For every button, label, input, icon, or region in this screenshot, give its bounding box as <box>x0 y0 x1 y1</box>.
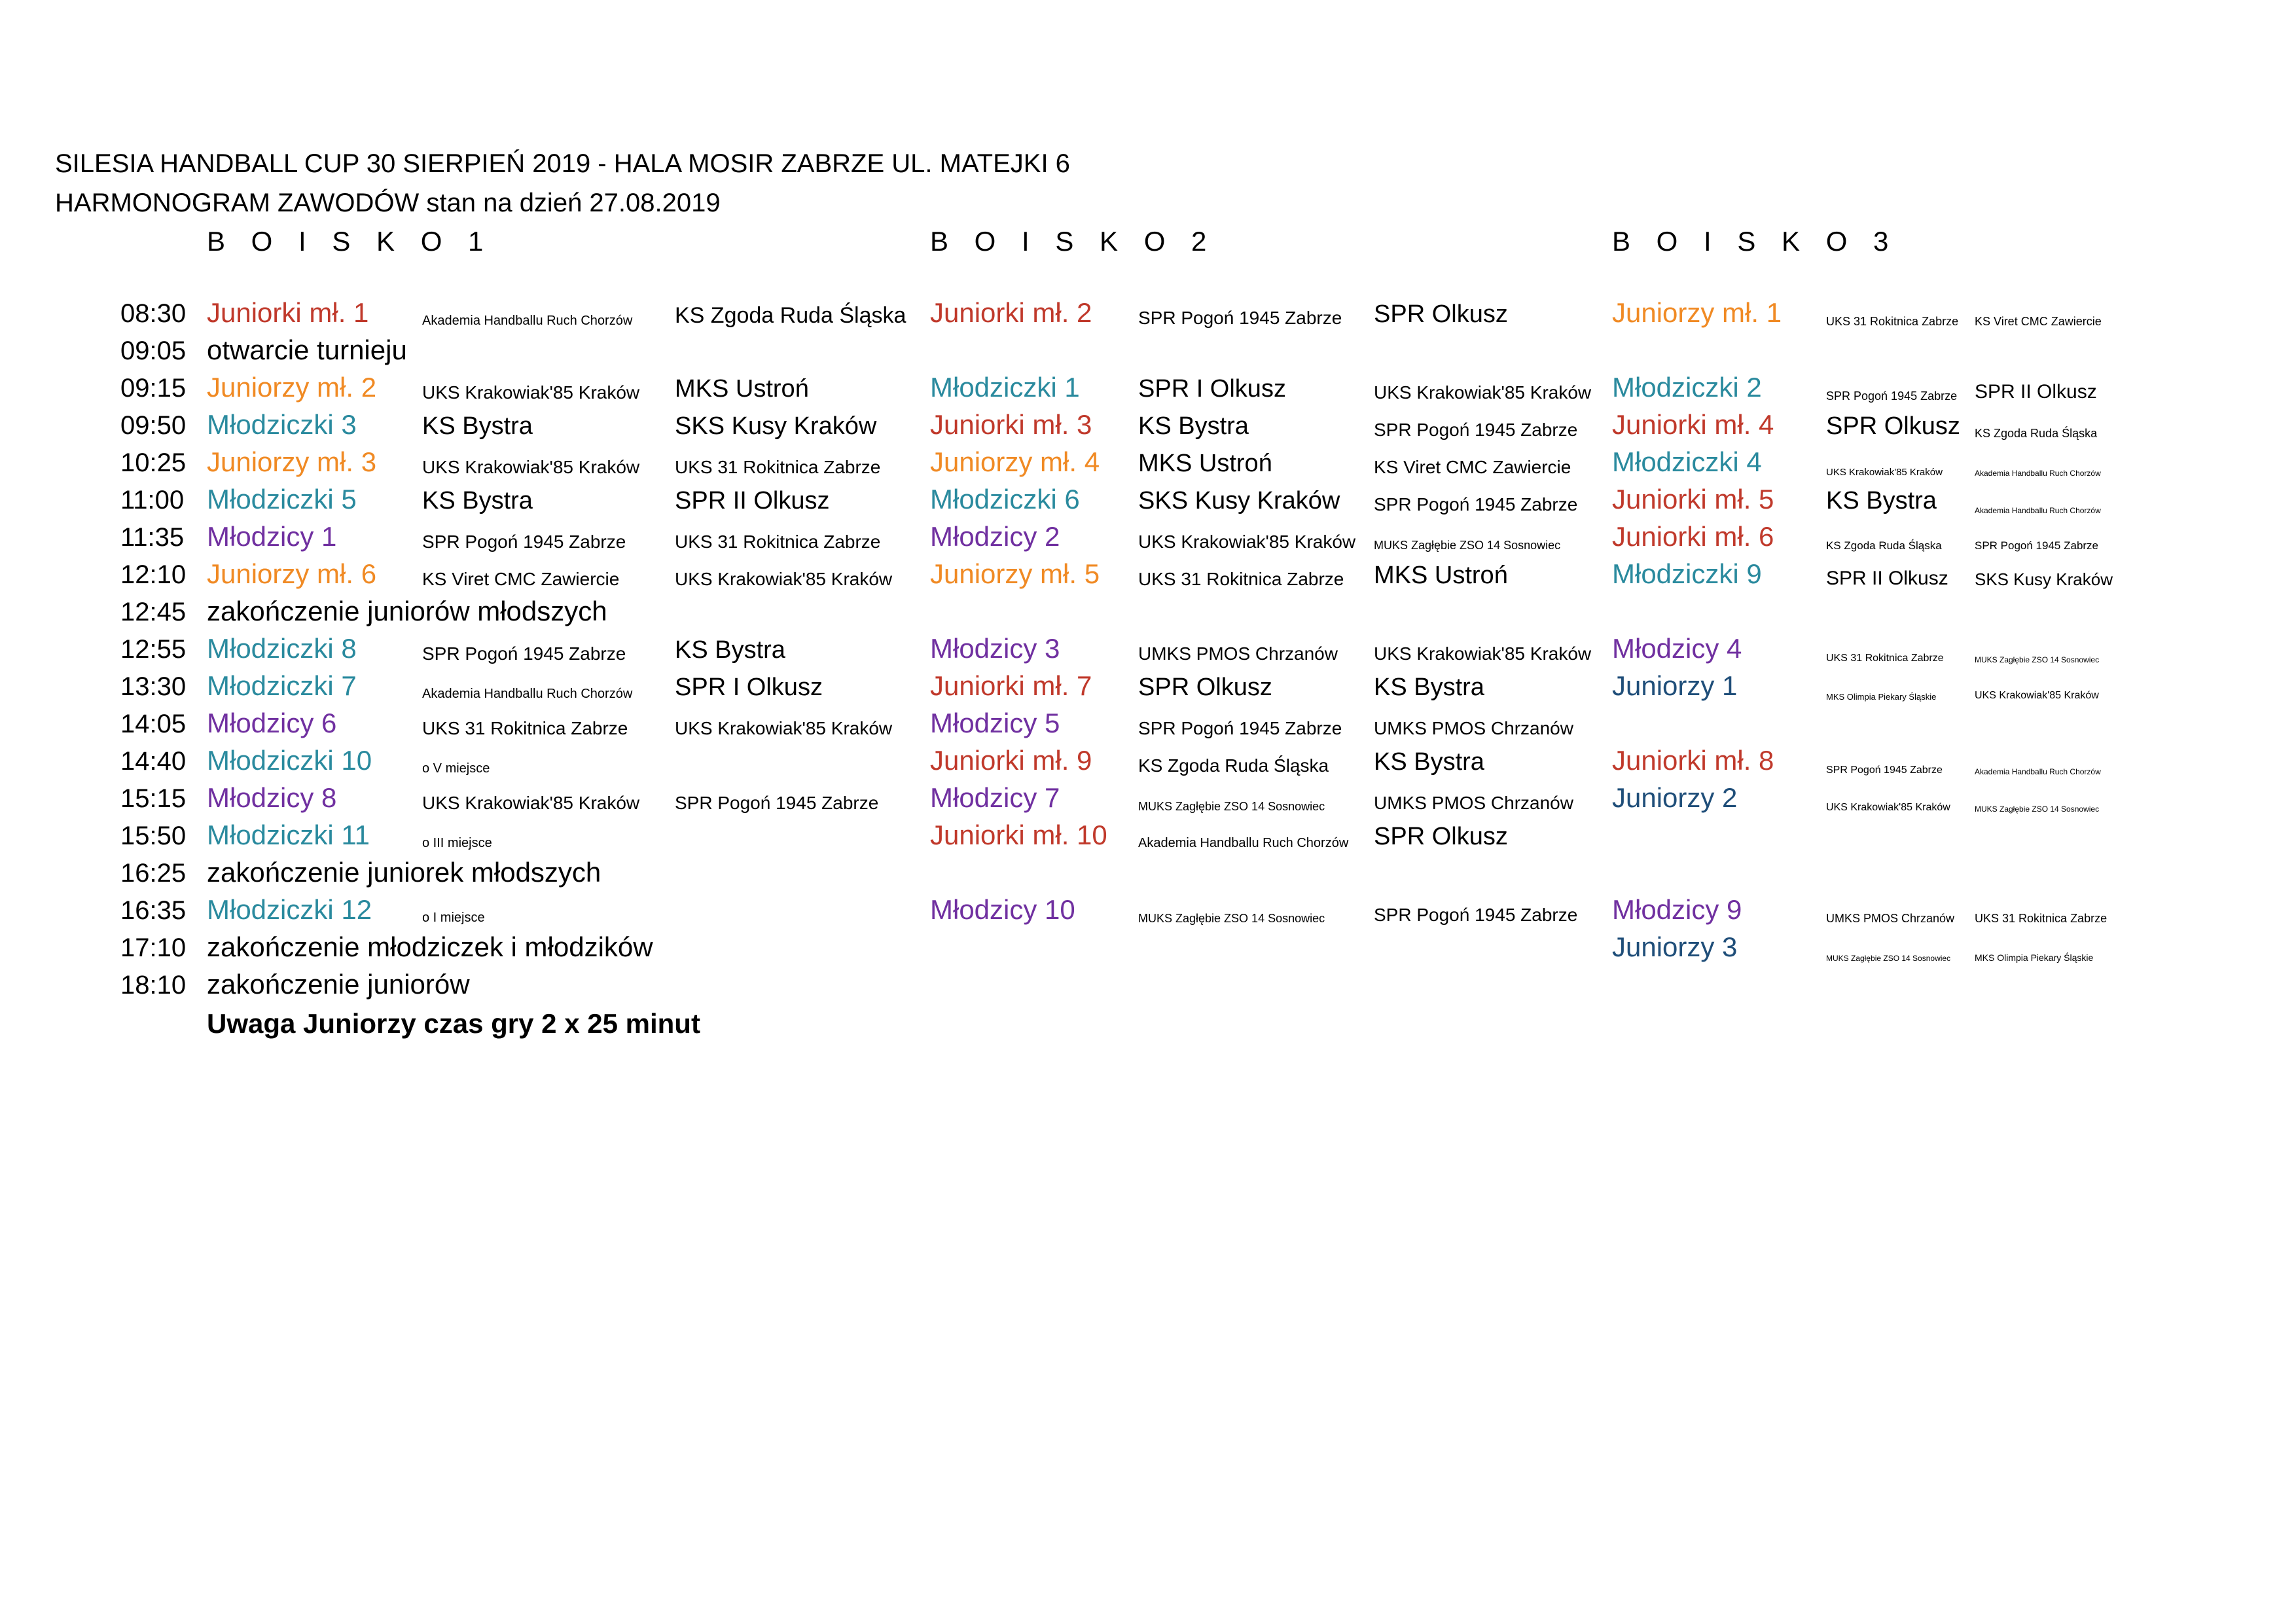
team-home: SPR Olkusz <box>1826 412 1960 440</box>
team-away: KS Bystra <box>1374 674 1484 701</box>
field-3-header: B O I S K O 3 <box>1612 226 1898 257</box>
team-home: Akademia Handballu Ruch Chorzów <box>422 314 633 328</box>
team-home: KS Viret CMC Zawiercie <box>422 569 620 589</box>
team-away: UKS Krakowiak'85 Kraków <box>675 718 893 738</box>
team-away: SPR I Olkusz <box>675 674 823 701</box>
team-home: SPR Pogoń 1945 Zabrze <box>1138 308 1342 328</box>
time-cell: 10:25 <box>120 448 187 477</box>
schedule-row <box>0 932 2296 969</box>
team-away: UMKS PMOS Chrzanów <box>1374 718 1573 738</box>
team-away: UKS 31 Rokitnica Zabrze <box>1975 912 2108 925</box>
team-home: KS Bystra <box>1138 412 1249 440</box>
team-home: UKS Krakowiak'85 Kraków <box>1826 802 1950 813</box>
team-away: KS Zgoda Ruda Śląska <box>1975 427 2098 440</box>
team-away: KS Bystra <box>1374 748 1484 776</box>
category-label: Młodzicy 5 <box>930 708 1060 738</box>
category-label: Juniorzy 3 <box>1612 931 1738 962</box>
category-label: Młodziczki 1 <box>930 372 1080 403</box>
team-home: SPR Olkusz <box>1138 674 1272 701</box>
time-cell: 11:00 <box>120 486 185 514</box>
schedule-row <box>0 372 2296 410</box>
team-home: UKS 31 Rokitnica Zabrze <box>1826 315 1959 328</box>
team-home: MUKS Zagłębie ZSO 14 Sosnowiec <box>1138 912 1325 925</box>
category-label: Juniorki mł. 6 <box>1612 521 1774 552</box>
schedule-row <box>0 634 2296 671</box>
time-cell: 08:30 <box>120 299 187 328</box>
team-home: MKS Olimpia Piekary Śląskie <box>1826 692 1937 702</box>
schedule-row <box>0 447 2296 484</box>
time-cell: 09:15 <box>120 374 187 403</box>
schedule-row <box>0 671 2296 708</box>
event-label: zakończenie młodziczek i młodzików <box>207 931 653 962</box>
team-away: SPR Pogoń 1945 Zabrze <box>1374 494 1578 514</box>
category-label: Juniorki mł. 7 <box>930 670 1092 701</box>
team-home: SPR II Olkusz <box>1826 568 1948 589</box>
event-label: zakończenie juniorów młodszych <box>207 596 607 626</box>
category-label: Młodzicy 6 <box>207 708 337 738</box>
category-label: Młodzicy 7 <box>930 782 1060 813</box>
warning-note: Uwaga Juniorzy czas gry 2 x 25 minut <box>207 1008 700 1039</box>
document-title: SILESIA HANDBALL CUP 30 SIERPIEŃ 2019 - HALA MOSIR ZABRZE UL. MATEJKI 6 <box>55 149 1070 178</box>
team-away: SPR Pogoń 1945 Zabrze <box>1374 905 1578 925</box>
field-1-header: B O I S K O 1 <box>207 226 493 257</box>
category-label: Młodzicy 8 <box>207 782 337 813</box>
time-cell: 18:10 <box>120 971 187 1000</box>
team-away: UKS Krakowiak'85 Kraków <box>675 569 893 589</box>
category-label: Młodziczki 11 <box>207 820 370 850</box>
team-home: SPR Pogoń 1945 Zabrze <box>422 532 626 552</box>
match-note: o III miejsce <box>422 836 492 850</box>
team-home: UKS Krakowiak'85 Kraków <box>1138 532 1356 552</box>
team-home: SPR Pogoń 1945 Zabrze <box>422 643 626 664</box>
schedule-row <box>0 410 2296 447</box>
category-label: Młodziczki 7 <box>207 670 357 701</box>
category-label: Juniorzy mł. 2 <box>207 372 377 403</box>
schedule-row <box>0 596 2296 634</box>
category-label: Młodziczki 3 <box>207 409 357 440</box>
category-label: Juniorzy 1 <box>1612 670 1738 701</box>
category-label: Juniorzy mł. 6 <box>207 558 377 589</box>
team-home: KS Bystra <box>1826 487 1937 514</box>
category-label: Juniorzy mł. 3 <box>207 446 377 477</box>
time-cell: 15:50 <box>120 821 187 850</box>
team-away: Akademia Handballu Ruch Chorzów <box>1975 767 2101 776</box>
team-away: Akademia Handballu Ruch Chorzów <box>1975 506 2101 515</box>
team-home: KS Zgoda Ruda Śląska <box>1138 755 1329 776</box>
team-away: KS Zgoda Ruda Śląska <box>675 303 906 328</box>
schedule-row <box>0 298 2296 335</box>
category-label: Młodzicy 3 <box>930 633 1060 664</box>
match-note: o I miejsce <box>422 911 485 925</box>
category-label: Juniorzy mł. 4 <box>930 446 1100 477</box>
team-home: UKS Krakowiak'85 Kraków <box>422 457 640 477</box>
category-label: Juniorki mł. 4 <box>1612 409 1774 440</box>
team-away: Akademia Handballu Ruch Chorzów <box>1975 469 2101 478</box>
team-home: UMKS PMOS Chrzanów <box>1138 643 1338 664</box>
schedule-row <box>0 857 2296 895</box>
team-home: MUKS Zagłębie ZSO 14 Sosnowiec <box>1826 954 1951 963</box>
schedule-row <box>0 559 2296 596</box>
team-home: UKS 31 Rokitnica Zabrze <box>1826 653 1944 664</box>
team-home: SPR Pogoń 1945 Zabrze <box>1138 718 1342 738</box>
category-label: Młodzicy 10 <box>930 894 1075 925</box>
time-cell: 14:40 <box>120 747 187 776</box>
category-label: Młodziczki 4 <box>1612 446 1762 477</box>
event-label: otwarcie turnieju <box>207 334 407 365</box>
team-away: SPR Pogoń 1945 Zabrze <box>1374 420 1578 440</box>
team-home: SPR Pogoń 1945 Zabrze <box>1826 765 1943 776</box>
team-home: KS Bystra <box>422 412 533 440</box>
schedule-row <box>0 522 2296 559</box>
schedule-row <box>0 895 2296 932</box>
category-label: Juniorzy mł. 5 <box>930 558 1100 589</box>
team-away: MUKS Zagłębie ZSO 14 Sosnowiec <box>1374 539 1561 552</box>
team-away: SPR Olkusz <box>1374 823 1508 850</box>
team-away: MUKS Zagłębie ZSO 14 Sosnowiec <box>1975 804 2100 814</box>
team-home: UKS Krakowiak'85 Kraków <box>422 793 640 813</box>
category-label: Młodziczki 2 <box>1612 372 1762 403</box>
team-home: SPR I Olkusz <box>1138 375 1286 403</box>
team-home: MKS Ustroń <box>1138 450 1272 477</box>
time-cell: 15:15 <box>120 784 187 813</box>
team-away: MKS Olimpia Piekary Śląskie <box>1975 952 2094 963</box>
category-label: Juniorki mł. 5 <box>1612 484 1774 514</box>
category-label: Juniorki mł. 9 <box>930 745 1092 776</box>
match-note: o V miejsce <box>422 761 490 776</box>
category-label: Młodzicy 2 <box>930 521 1060 552</box>
team-home: KS Bystra <box>422 487 533 514</box>
category-label: Juniorki mł. 3 <box>930 409 1092 440</box>
time-cell: 13:30 <box>120 672 187 701</box>
team-home: SPR Pogoń 1945 Zabrze <box>1826 389 1958 403</box>
category-label: Juniorki mł. 10 <box>930 820 1107 850</box>
category-label: Juniorzy 2 <box>1612 782 1738 813</box>
team-away: SPR Pogoń 1945 Zabrze <box>675 793 879 813</box>
team-home: UKS Krakowiak'85 Kraków <box>422 382 640 403</box>
document-subtitle: HARMONOGRAM ZAWODÓW stan na dzień 27.08.2019 <box>55 189 721 217</box>
category-label: Młodzicy 4 <box>1612 633 1742 664</box>
team-home: UKS 31 Rokitnica Zabrze <box>1138 569 1344 589</box>
category-label: Juniorki mł. 8 <box>1612 745 1774 776</box>
event-label: zakończenie juniorów <box>207 969 470 1000</box>
team-home: KS Zgoda Ruda Śląska <box>1826 539 1942 552</box>
category-label: Młodziczki 12 <box>207 894 372 925</box>
time-cell: 16:25 <box>120 859 187 888</box>
team-home: UMKS PMOS Chrzanów <box>1826 912 1955 925</box>
category-label: Młodziczki 9 <box>1612 558 1762 589</box>
category-label: Młodzicy 9 <box>1612 894 1742 925</box>
team-away: UKS Krakowiak'85 Kraków <box>1374 382 1592 403</box>
team-away: KS Viret CMC Zawiercie <box>1374 457 1571 477</box>
team-away: KS Bystra <box>675 636 785 664</box>
schedule-row <box>0 969 2296 1007</box>
schedule-row <box>0 746 2296 783</box>
time-cell: 14:05 <box>120 710 187 738</box>
category-label: Juniorki mł. 2 <box>930 297 1092 328</box>
team-home: Akademia Handballu Ruch Chorzów <box>1138 836 1349 850</box>
schedule-row <box>0 708 2296 746</box>
time-cell: 09:05 <box>120 336 187 365</box>
category-label: Młodziczki 8 <box>207 633 357 664</box>
category-label: Młodziczki 6 <box>930 484 1080 514</box>
team-away: UKS 31 Rokitnica Zabrze <box>675 457 881 477</box>
team-away: SKS Kusy Kraków <box>675 412 877 440</box>
time-cell: 12:55 <box>120 635 187 664</box>
schedule-row <box>0 335 2296 372</box>
category-label: Młodziczki 5 <box>207 484 357 514</box>
schedule-row <box>0 484 2296 522</box>
team-away: MKS Ustroń <box>675 375 809 403</box>
category-label: Młodzicy 1 <box>207 521 337 552</box>
time-cell: 12:10 <box>120 560 187 589</box>
category-label: Młodziczki 10 <box>207 745 372 776</box>
team-away: SPR Pogoń 1945 Zabrze <box>1975 539 2099 552</box>
time-cell: 09:50 <box>120 411 187 440</box>
team-away: SKS Kusy Kraków <box>1975 569 2113 589</box>
team-home: MUKS Zagłębie ZSO 14 Sosnowiec <box>1138 800 1325 813</box>
event-label: zakończenie juniorek młodszych <box>207 857 601 888</box>
schedule-row <box>0 820 2296 857</box>
category-label: Juniorki mł. 1 <box>207 297 369 328</box>
time-cell: 12:45 <box>120 598 187 626</box>
time-cell: 16:35 <box>120 896 187 925</box>
team-away: KS Viret CMC Zawiercie <box>1975 315 2102 328</box>
team-home: SKS Kusy Kraków <box>1138 487 1340 514</box>
team-away: UKS 31 Rokitnica Zabrze <box>675 532 881 552</box>
team-home: UKS 31 Rokitnica Zabrze <box>422 718 628 738</box>
category-label: Juniorzy mł. 1 <box>1612 297 1782 328</box>
team-away: SPR II Olkusz <box>1975 381 2097 403</box>
field-2-header: B O I S K O 2 <box>930 226 1216 257</box>
team-away: MKS Ustroń <box>1374 562 1508 589</box>
team-away: UKS Krakowiak'85 Kraków <box>1374 643 1592 664</box>
time-cell: 17:10 <box>120 933 187 962</box>
team-away: UKS Krakowiak'85 Kraków <box>1975 690 2099 701</box>
team-away: MUKS Zagłębie ZSO 14 Sosnowiec <box>1975 655 2100 664</box>
team-away: SPR II Olkusz <box>675 487 830 514</box>
time-cell: 11:35 <box>120 523 185 552</box>
team-away: UMKS PMOS Chrzanów <box>1374 793 1573 813</box>
team-away: SPR Olkusz <box>1374 300 1508 328</box>
team-home: Akademia Handballu Ruch Chorzów <box>422 687 633 701</box>
team-home: UKS Krakowiak'85 Kraków <box>1826 467 1943 478</box>
schedule-row <box>0 783 2296 820</box>
